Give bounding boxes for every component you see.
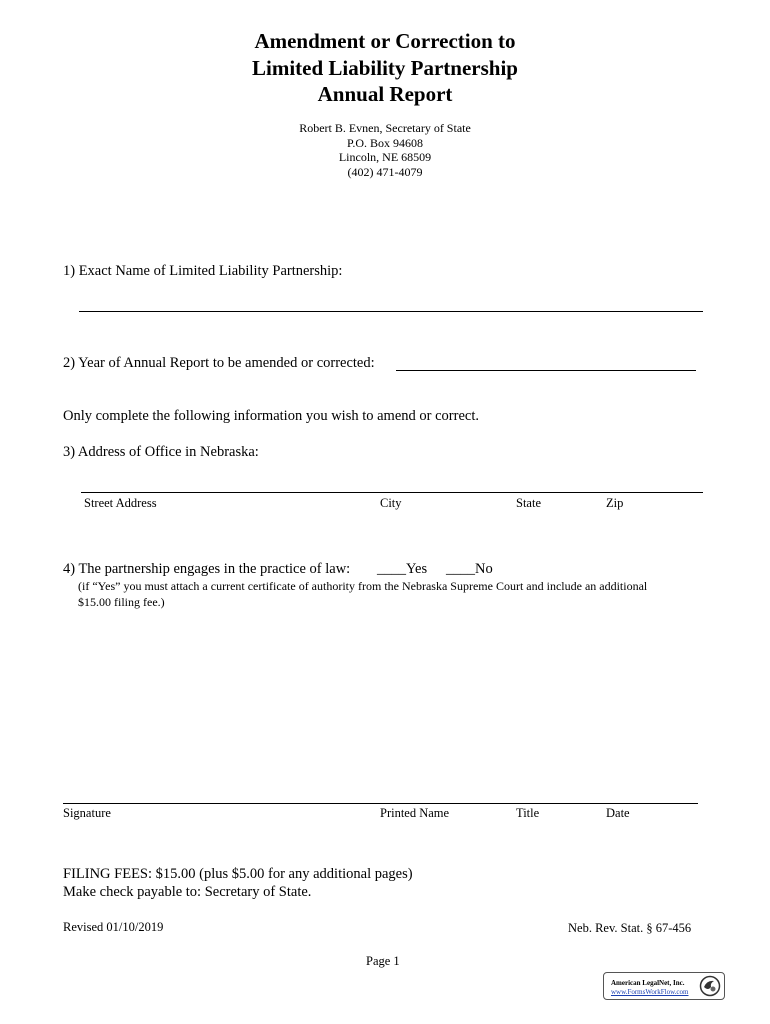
practice-law-yes[interactable]: ____Yes (377, 561, 428, 577)
filing-fees: FILING FEES: $15.00 (plus $5.00 for any additional pages) (63, 866, 413, 882)
q3-label: 3) Address of Office in Nebraska: (63, 444, 259, 460)
zip-label: Zip (606, 496, 624, 510)
office-address (0, 121, 770, 179)
office-address-field[interactable] (81, 492, 703, 493)
q4-note-line-2: $15.00 filing fee.) (78, 595, 165, 609)
office-city: Lincoln, NE 68509 (338, 150, 432, 165)
title-line-3: Annual Report (317, 82, 453, 106)
title-line-2: Limited Liability Partnership (251, 55, 518, 80)
partnership-name-field[interactable] (79, 311, 703, 312)
practice-law-no[interactable]: ____No (446, 561, 493, 577)
page-number: Page 1 (366, 954, 400, 968)
instruction-text: Only complete the following information you wish to amend or correct. (63, 408, 479, 424)
title-line-1: Amendment or Correction to (254, 29, 516, 53)
report-year-field[interactable] (396, 370, 696, 371)
q1-label: 1) Exact Name of Limited Liability Partnership: (63, 263, 343, 279)
q4-label: 4) The partnership engages in the practice of law: (63, 561, 351, 577)
office-pobox: P.O. Box 94608 (346, 135, 423, 150)
americanlegalnet-logo (603, 972, 725, 1000)
signature-label: Signature (63, 806, 111, 820)
state-label: State (516, 496, 541, 510)
title-label: Title (516, 806, 540, 820)
signature-field[interactable] (63, 803, 698, 804)
form-title (0, 28, 770, 108)
q2-label: 2) Year of Annual Report to be amended or corrected: (63, 355, 375, 371)
seal-icon (699, 975, 721, 1000)
city-label: City (380, 496, 402, 510)
logo-company: American LegalNet, Inc. (611, 979, 685, 987)
office-name: Robert B. Evnen, Secretary of State (299, 121, 471, 135)
printed-name-label: Printed Name (380, 806, 450, 820)
revised-date: Revised 01/10/2019 (63, 920, 164, 934)
q4-note-line-1: (if “Yes” you must attach a current certificate of authority from the Nebraska Supreme Court and include an additional (78, 579, 648, 593)
logo-url[interactable]: www.FormsWorkFlow.com (611, 988, 689, 996)
office-phone: (402) 471-4079 (347, 164, 423, 179)
date-label: Date (606, 806, 630, 820)
street-address-label: Street Address (84, 496, 157, 510)
payable-to: Make check payable to: Secretary of State. (63, 884, 312, 900)
statute-reference: Neb. Rev. Stat. § 67-456 (568, 921, 692, 935)
